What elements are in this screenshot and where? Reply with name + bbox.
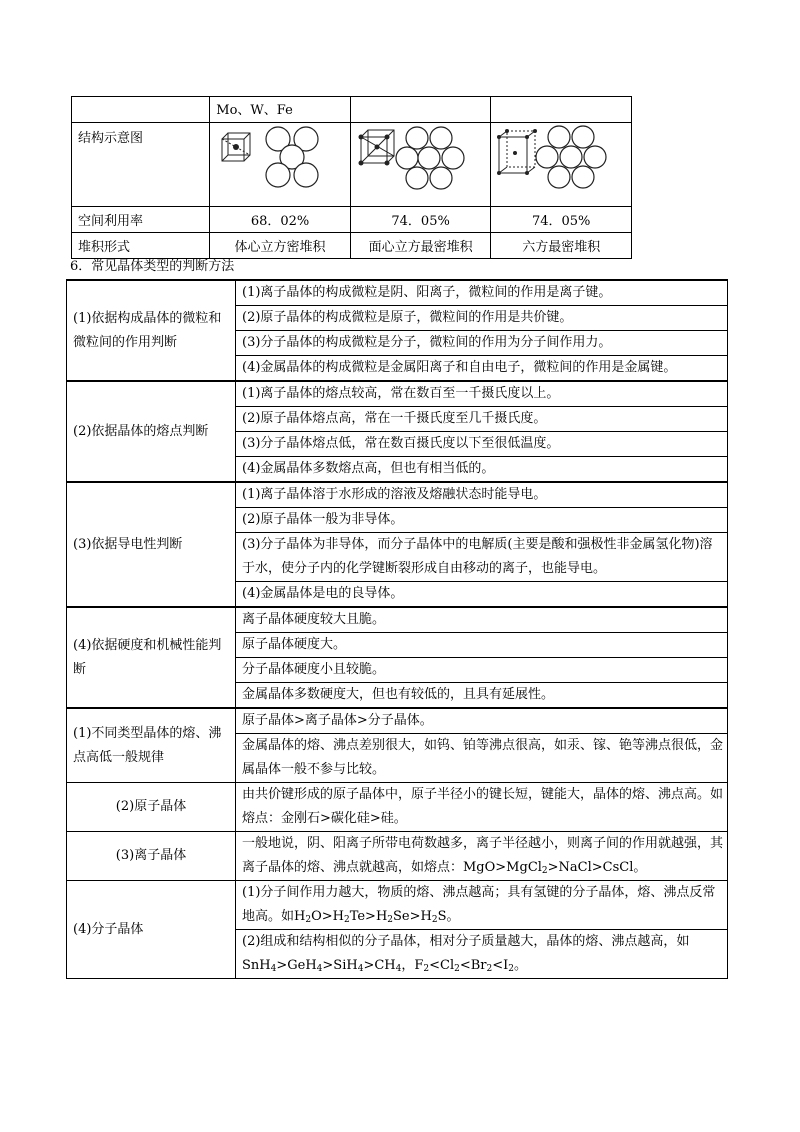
description-cell: (2)原子晶体一般为非导体。 (236, 508, 728, 533)
description-cell: 原子晶体硬度大。 (236, 633, 728, 658)
description-cell: 分子晶体硬度小且较脆。 (236, 658, 728, 683)
blank-cell (491, 97, 632, 123)
description-cell: 金属晶体的熔、沸点差别很大，如钨、铂等沸点很高，如汞、镓、铯等沸点很低，金属晶体一般不参与比较。 (236, 734, 728, 783)
description-cell: (2)组成和结构相似的分子晶体，相对分子质量越大，晶体的熔、沸点越高，如$SnH_4>GeH_4>SiH_4>CH_4$，$F_2<Cl_2<Br_2<I_2$。 (236, 930, 728, 979)
description-cell: (3)分子晶体熔点低，常在数百摄氏度以下至很低温度。 (236, 432, 728, 457)
fcc-structure-diagram (357, 123, 467, 193)
description-cell: (4)金属晶体是电的良导体。 (236, 582, 728, 608)
criterion-cell: (3)离子晶体 (67, 832, 236, 881)
description-cell: (1)离子晶体的构成微粒是阴、阳离子，微粒间的作用是离子键。 (236, 280, 728, 306)
description-cell: (2)原子晶体的构成微粒是原子，微粒间的作用是共价键。 (236, 306, 728, 331)
description-cell: (1)离子晶体的熔点较高，常在数百至一千摄氏度以上。 (236, 381, 728, 407)
table-row (67, 381, 728, 407)
criterion-cell: (3)依据导电性判断 (67, 482, 236, 607)
criterion-cell: (2)依据晶体的熔点判断 (67, 381, 236, 482)
blank-cell (350, 97, 491, 123)
bcc-diagram-cell (210, 123, 351, 207)
table-row (67, 832, 728, 881)
description-cell: (4)金属晶体的构成微粒是金属阳离子和自由电子，微粒间的作用是金属键。 (236, 356, 728, 382)
pack-fcc-cell: 面心立方最密堆积 (350, 233, 491, 259)
table-row (67, 881, 728, 930)
pack-bcc-cell: 体心立方密堆积 (210, 233, 351, 259)
description-cell: (2)原子晶体熔点高，常在一千摄氏度至几千摄氏度。 (236, 407, 728, 432)
crystal-judgment-table (66, 279, 728, 979)
table-row (67, 482, 728, 508)
description-cell: (3)分子晶体的构成微粒是分子，微粒间的作用为分子间作用力。 (236, 331, 728, 356)
description-cell: (1)离子晶体溶于水形成的溶液及熔融状态时能导电。 (236, 482, 728, 508)
metals-cell: Mo、W、Fe (210, 97, 351, 123)
description-cell: 由共价键形成的原子晶体中，原子半径小的键长短，键能大，晶体的熔、沸点高。如熔点：金刚石>碳化硅>硅。 (236, 783, 728, 832)
description-cell: 原子晶体>离子晶体>分子晶体。 (236, 708, 728, 734)
util-fcc-cell: 74．05% (350, 207, 491, 233)
criterion-cell: (2)原子晶体 (67, 783, 236, 832)
util-hcp-cell: 74．05% (491, 207, 632, 233)
description-cell: 一般地说，阴、阳离子所带电荷数越多，离子半径越小，则离子间的作用就越强，其离子晶体的熔、沸点就越高，如熔点：MgO>MgCl$_2$>NaCl>CsCl。 (236, 832, 728, 881)
structure-table (71, 96, 632, 259)
hcp-diagram-cell (491, 123, 632, 207)
pack-hcp-cell: 六方最密堆积 (491, 233, 632, 259)
header-blank-cell (72, 97, 210, 123)
criterion-cell: (1)依据构成晶体的微粒和微粒间的作用判断 (67, 280, 236, 381)
description-cell: (1)分子间作用力越大，物质的熔、沸点越高；具有氢键的分子晶体，熔、沸点反常地高。如$H_2O>H_2Te>H_2Se>H_2S$。 (236, 881, 728, 930)
section-title: 6．常见晶体类型的判断方法 (70, 259, 235, 274)
fcc-diagram-cell (350, 123, 491, 207)
util-bcc-cell: 68．02% (210, 207, 351, 233)
criterion-cell: (1)不同类型晶体的熔、沸点高低一般规律 (67, 708, 236, 783)
description-cell: (3)分子晶体为非导体，而分子晶体中的电解质(主要是酸和强极性非金属氢化物)溶于水，使分子内的化学键断裂形成自由移动的离子，也能导电。 (236, 533, 728, 582)
description-cell: 金属晶体多数硬度大，但也有较低的，且具有延展性。 (236, 683, 728, 709)
pack-label-cell: 堆积形式 (72, 233, 210, 259)
table-row (67, 783, 728, 832)
criterion-cell: (4)分子晶体 (67, 881, 236, 979)
util-label-cell: 空间利用率 (72, 207, 210, 233)
criterion-cell: (4)依据硬度和机械性能判断 (67, 607, 236, 708)
description-cell: (4)金属晶体多数熔点高，但也有相当低的。 (236, 457, 728, 483)
table-row (67, 708, 728, 734)
hcp-structure-diagram (497, 123, 607, 193)
description-cell: 离子晶体硬度较大且脆。 (236, 607, 728, 633)
struct-label-cell: 结构示意图 (72, 123, 210, 207)
table-row (67, 607, 728, 633)
table-row (67, 280, 728, 306)
bcc-structure-diagram (216, 123, 326, 193)
